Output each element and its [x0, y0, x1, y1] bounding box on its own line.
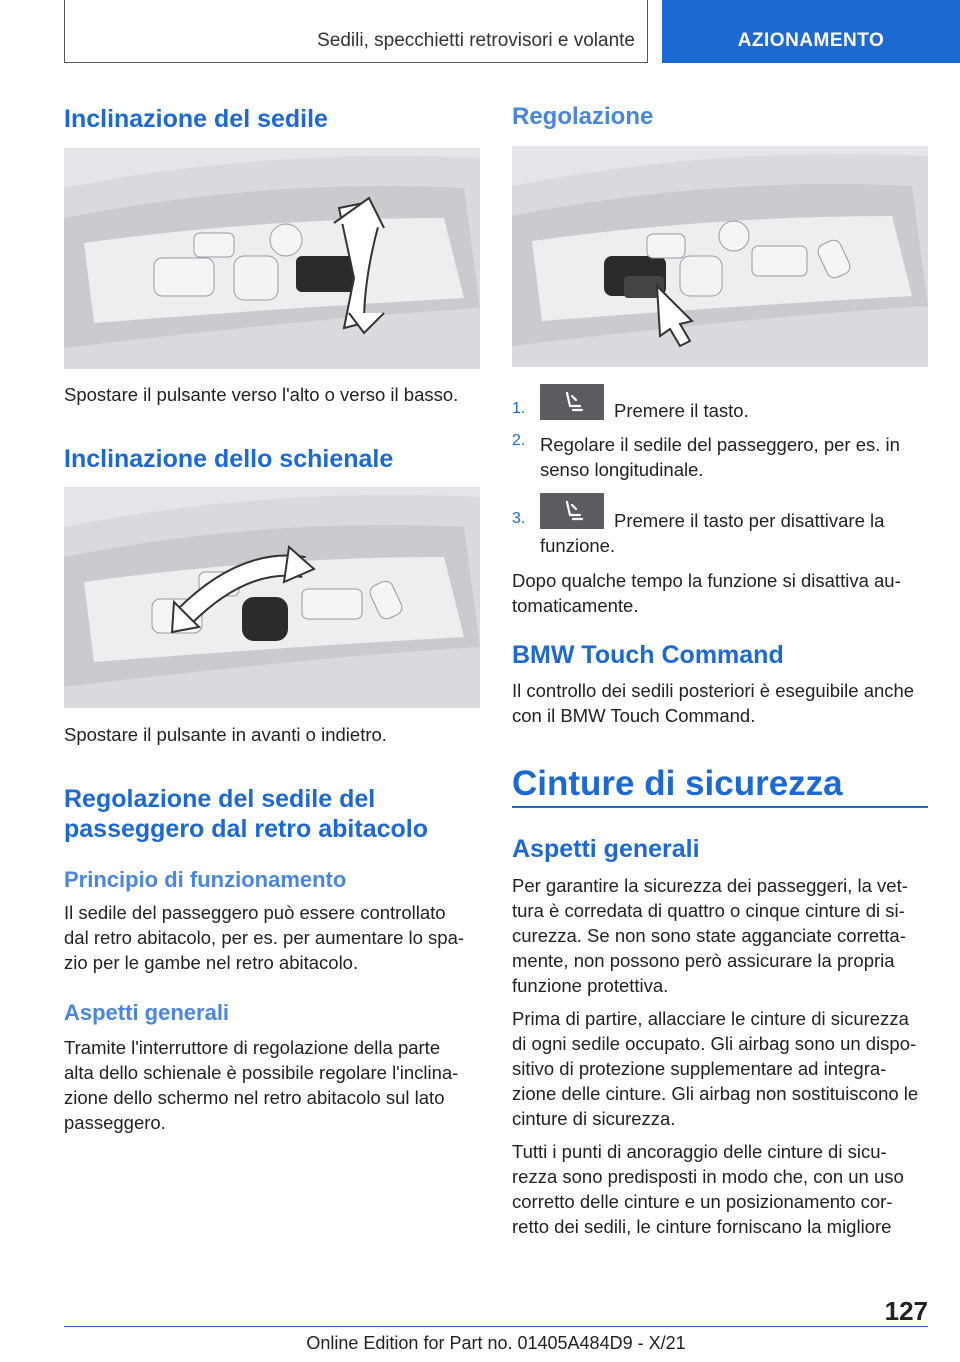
heading-inclinazione-sedile: Inclinazione del sedile — [64, 105, 328, 133]
text-dopo-line1: Dopo qualche tempo la funzione si disattiva au- — [512, 570, 901, 591]
heading-principio-funzionamento: Principio di funzionamento — [64, 867, 347, 892]
step-2-text-line2: senso longitudinale. — [540, 459, 704, 480]
text-aspetti1-line1: Per garantire la sicurezza dei passeggeri, la vet- — [512, 875, 908, 896]
header-section-title — [64, 0, 648, 63]
text-aspetti1-line2: tura è corredata di quattro o cinque cinture di si- — [512, 900, 905, 921]
step-3 — [512, 500, 928, 560]
text-aspetti-left-line2: alta dello schienale è possibile regolare l'inclina- — [64, 1062, 459, 1083]
text-aspetti2-line4: zione delle cinture. Gli airbag non sostituiscono le — [512, 1083, 919, 1104]
text-principio-line3: zio per le gambe nel retro abitacolo. — [64, 952, 359, 973]
page-number: 127 — [884, 1296, 928, 1326]
text-aspetti2-line5: cinture di sicurezza. — [512, 1108, 676, 1129]
heading-aspetti-generali-left: Aspetti generali — [64, 1000, 230, 1025]
step-3-text-line2: funzione. — [540, 535, 616, 556]
text-aspetti1-line4: mente, non possono però assicurare la propria — [512, 950, 895, 971]
text-aspetti2-line3: sitivo di protezione supplementare ad integra- — [512, 1058, 887, 1079]
heading-cinture-di-sicurezza: Cinture di sicurezza — [512, 764, 843, 803]
text-aspetti-left-line4: passeggero. — [64, 1112, 166, 1133]
text-aspetti3-line1: Tutti i punti di ancoraggio delle cinture di sicu- — [512, 1141, 887, 1162]
seat-button-icon — [540, 493, 604, 529]
footer-edition: Online Edition for Part no. 01405A484D9 - X/21 — [306, 1333, 686, 1353]
footer-rule — [64, 1326, 928, 1327]
heading-regolazione-passeggero-line2: passeggero dal retro abitacolo — [64, 815, 428, 843]
seat-button-icon — [540, 384, 604, 420]
header-chapter-text: AZIONAMENTO — [737, 30, 885, 51]
text-dopo-line2: tomaticamente. — [512, 595, 639, 616]
heading-bmw-touch-command: BMW Touch Command — [512, 641, 784, 669]
text-inclinazione-schienale: Spostare il pulsante in avanti o indietro. — [64, 724, 387, 745]
text-aspetti3-line2: rezza sono predisposti in modo che, con un uso — [512, 1166, 904, 1187]
header-section-text: Sedili, specchietti retrovisori e volante — [317, 30, 635, 51]
step-1-text: Premere il tasto. — [614, 400, 749, 421]
text-aspetti2-line2: di ogni sedile occupato. Gli airbag sono un dispo- — [512, 1033, 917, 1054]
text-principio-line2: dal retro abitacolo, per es. per aumentare lo spa- — [64, 927, 465, 948]
text-aspetti3-line4: retto dei sedili, le cinture forniscano la migliore — [512, 1216, 892, 1237]
text-aspetti-left-line1: Tramite l'interruttore di regolazione della parte — [64, 1037, 441, 1058]
heading-regolazione: Regolazione — [512, 103, 654, 130]
text-aspetti1-line5: funzione protettiva. — [512, 975, 669, 996]
image-seat-tilt-control — [64, 148, 480, 369]
step-3-number: 3. — [512, 510, 526, 527]
step-3-text-line1: Premere il tasto per disattivare la — [614, 510, 885, 531]
section-divider — [512, 806, 928, 808]
step-2-text-line1: Regolare il sedile del passeggero, per es. in — [540, 434, 900, 455]
heading-aspetti-generali-right: Aspetti generali — [512, 835, 700, 863]
text-bmw-line2: con il BMW Touch Command. — [512, 705, 756, 726]
text-aspetti2-line1: Prima di partire, allacciare le cinture di sicurezza — [512, 1008, 909, 1029]
text-aspetti3-line3: corretto delle cinture e un posizionamento cor- — [512, 1191, 893, 1212]
step-1 — [512, 392, 928, 432]
text-aspetti1-line3: curezza. Se non sono state agganciate corretta- — [512, 925, 906, 946]
text-aspetti-left-line3: zione dello schermo nel retro abitacolo sul lato — [64, 1087, 445, 1108]
text-principio-line1: Il sedile del passeggero può essere controllato — [64, 902, 446, 923]
text-inclinazione-sedile: Spostare il pulsante verso l'alto o verso il basso. — [64, 384, 459, 405]
image-backrest-tilt-control — [64, 487, 480, 708]
heading-regolazione-passeggero-line1: Regolazione del sedile del — [64, 785, 376, 813]
image-rear-adjustment-button — [512, 146, 928, 367]
heading-inclinazione-schienale: Inclinazione dello schienale — [64, 445, 394, 473]
text-bmw-line1: Il controllo dei sedili posteriori è eseguibile anche — [512, 680, 915, 701]
step-1-number: 1. — [512, 400, 526, 417]
step-2-number: 2. — [512, 432, 526, 449]
header-chapter-tab[interactable] — [662, 0, 960, 63]
